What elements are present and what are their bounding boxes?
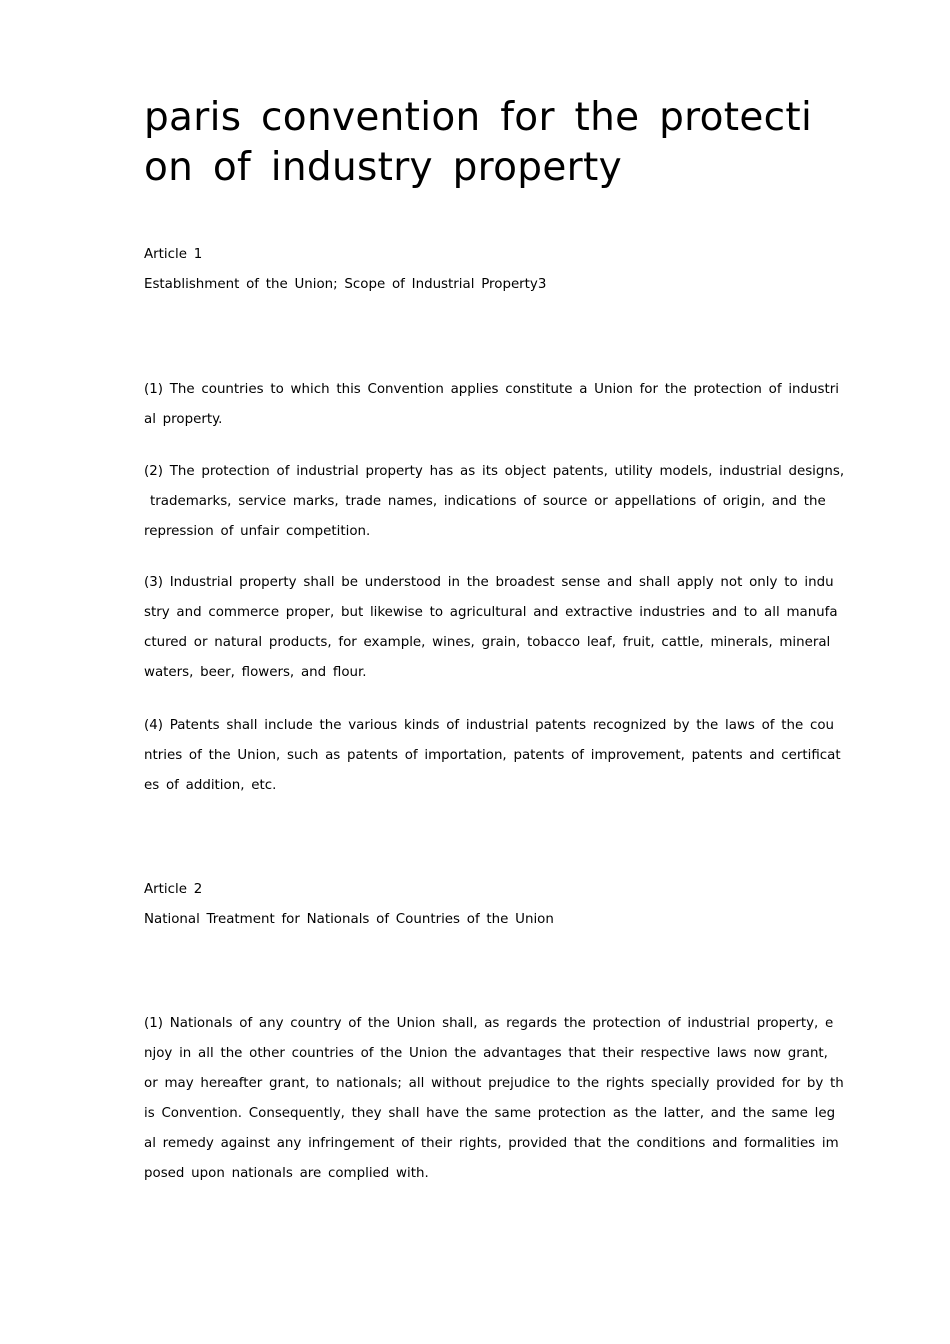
- paragraph-line: ntries of the Union, such as patents of importation, patents of improvement, patents and certificat: [144, 748, 841, 763]
- article-subtitle: National Treatment for Nationals of Countries of the Union: [144, 912, 554, 927]
- paragraph-line: repression of unfair competition.: [144, 524, 371, 539]
- paragraph-line: is Convention. Consequently, they shall have the same protection as the latter, and the same leg: [144, 1106, 836, 1121]
- article-heading: Article 1: [144, 247, 203, 262]
- paragraph-line: ctured or natural products, for example, wines, grain, tobacco leaf, fruit, cattle, minerals, mineral: [144, 635, 831, 650]
- article-2-paragraph-1: [144, 1009, 844, 1189]
- paragraph-line: trademarks, service marks, trade names, indications of source or appellations of origin, and the: [150, 494, 826, 509]
- paragraph-line: (1) The countries to which this Convention applies constitute a Union for the protection of industri: [144, 382, 839, 397]
- article-1-paragraph-2: [144, 457, 845, 547]
- article-1-header: [144, 240, 824, 300]
- title-line: on of industry property: [144, 145, 622, 190]
- paragraph-line: al property.: [144, 412, 223, 427]
- paragraph-line: (1) Nationals of any country of the Union shall, as regards the protection of industrial property, e: [144, 1016, 834, 1031]
- article-1-paragraph-4: [144, 711, 841, 801]
- paragraph-line: (2) The protection of industrial property has as its object patents, utility models, industrial designs,: [144, 464, 845, 479]
- paragraph-line: al remedy against any infringement of their rights, provided that the conditions and formalities im: [144, 1136, 839, 1151]
- paragraph-line: (4) Patents shall include the various kinds of industrial patents recognized by the laws of the cou: [144, 718, 835, 733]
- document-title: [144, 93, 814, 193]
- paragraph-line: (3) Industrial property shall be understood in the broadest sense and shall apply not only to indu: [144, 575, 834, 590]
- paragraph-line: es of addition, etc.: [144, 778, 277, 793]
- paragraph-line: waters, beer, flowers, and flour.: [144, 665, 367, 680]
- article-1-paragraph-1: [144, 375, 839, 435]
- paragraph-line: stry and commerce proper, but likewise to agricultural and extractive industries and to all manufa: [144, 605, 838, 620]
- paragraph-line: njoy in all the other countries of the Union the advantages that their respective laws now grant,: [144, 1046, 828, 1061]
- article-heading: Article 2: [144, 882, 203, 897]
- title-line: paris convention for the protecti: [144, 95, 813, 140]
- paragraph-line: posed upon nationals are complied with.: [144, 1166, 429, 1181]
- paragraph-line: or may hereafter grant, to nationals; all without prejudice to the rights specially provided for by th: [144, 1076, 844, 1091]
- article-1-paragraph-3: [144, 568, 838, 688]
- article-subtitle: Establishment of the Union; Scope of Industrial Property3: [144, 277, 547, 292]
- article-2-header: [144, 875, 824, 935]
